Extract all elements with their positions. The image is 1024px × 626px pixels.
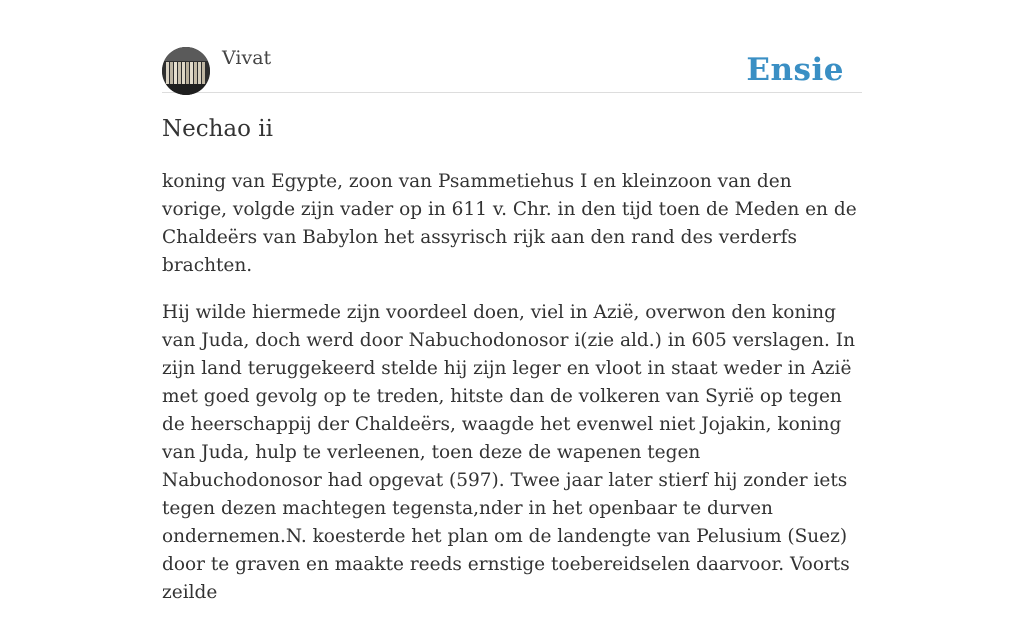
article-body [162, 168, 862, 626]
source-name[interactable]: Vivat [222, 47, 272, 69]
brand-logo[interactable]: Ensie [746, 52, 844, 88]
source-avatar[interactable] [162, 47, 210, 95]
header [162, 0, 862, 93]
article-paragraph: Hij wilde hiermede zijn voordeel doen, viel in Azië, overwon den koning van Juda, doch werd door Nabuchodonosor i(zie ald.) in 605 verslagen. In zijn land teruggekeerd stelde hij zijn leger en vloot in staat weder in Azië met goed gevolg op te treden, hitste dan de volkeren van Syrië op tegen de heerschappij der Chaldeërs, waagde het evenwel niet Jojakin, koning van Juda, hulp te verleenen, toen deze de wapenen tegen Nabuchodonosor had opgevat (597). Twee jaar later stierf hij zonder iets tegen dezen machtegen tegensta,nder in het openbaar te durven ondernemen.N. koesterde het plan om de landengte van Pelusium (Suez) door te graven en maakte reeds ernstige toebereidselen daarvoor. Voorts zeilde [162, 302, 856, 603]
page-container [162, 0, 862, 603]
article-title: Nechao ii [162, 116, 274, 142]
article-paragraph: koning van Egypte, zoon van Psammetiehus I en kleinzoon van den vorige, volgde zijn vader op in 611 v. Chr. in den tijd toen de Meden en de Chaldeërs van Babylon het assyrisch rijk aan den rand des verderfs brachten. [162, 171, 857, 276]
book-spines-avatar-icon [162, 47, 210, 95]
